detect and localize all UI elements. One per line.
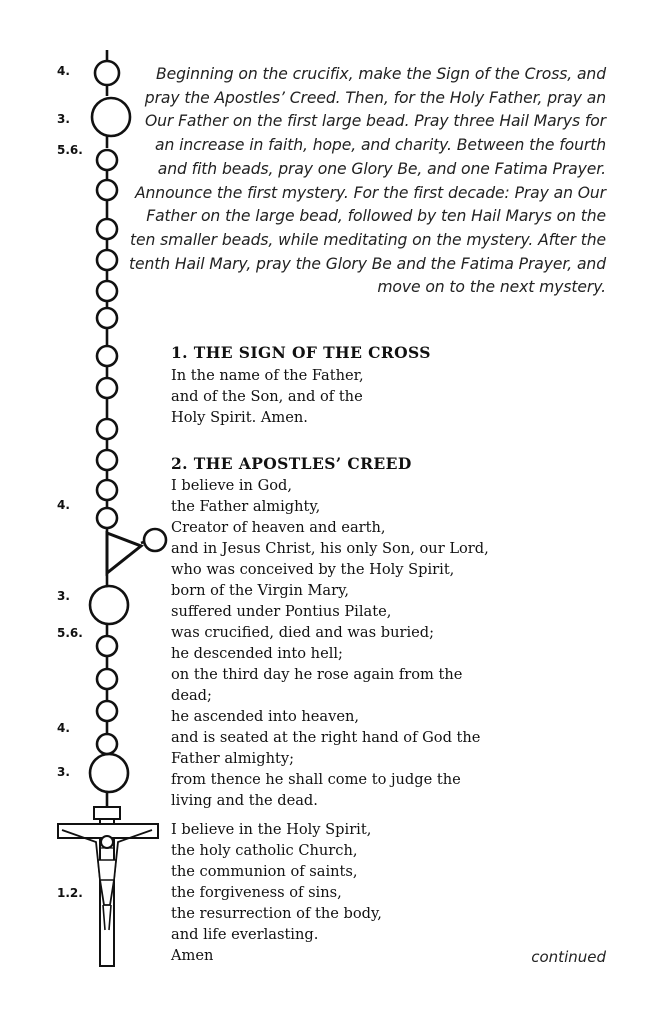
intro-instructions: Beginning on the crucifix, make the Sign of the Cross, and pray the Apostles’ Creed. Then, for the Holy Father, pray an Our Father on the first large bead. Pray three Hail Marys for an increase in faith, hope, and charity. Between the fourth and fith beads, pray one Glory Be, and one Fatima Prayer. Announce the first mystery. For the first decade: Pray an Our Father on the large bead, followed by ten Hail Marys on the ten smaller beads, while meditating on the mystery. After the tenth Hail Mary, pray the Glory Be and the Fatima Prayer, and move on to the next mystery. xyxy=(128,65,606,297)
bead-small xyxy=(97,419,117,439)
apostles-creed-prayer-part2: I believe in the Holy Spirit, the holy catholic Church, the communion of saints, the forgiveness of sins, the resurrection of the body, and life everlasting. Amen xyxy=(171,821,382,964)
bead-small xyxy=(97,281,117,301)
bead-label: 3. xyxy=(57,765,70,779)
centerpiece-triangle xyxy=(107,533,141,573)
bead-small xyxy=(97,450,117,470)
bead-small xyxy=(144,529,166,551)
apostles-creed-prayer-part1: I believe in God, the Father almighty, Creator of heaven and earth, and in Jesus Christ, his only Son, our Lord, who was conceived by the Holy Spirit, born of the Virgin Mary, suffered under Pontius Pilate, was crucified, died and was buried; he descended into hell; on the third day he rose again from the dead; he ascended into heaven, and is seated at the right hand of God the Father almighty; from thence he shall come to judge the living and the dead. xyxy=(171,477,489,809)
bead-small xyxy=(97,508,117,528)
bead-small xyxy=(95,61,119,85)
bead-small xyxy=(97,669,117,689)
sign-of-cross-prayer: In the name of the Father, and of the Son, and of the Holy Spirit. Amen. xyxy=(171,367,364,426)
bead-small xyxy=(97,250,117,270)
bead-label: 5.6. xyxy=(57,626,83,640)
bead-small xyxy=(97,734,117,754)
bead-label: 5.6. xyxy=(57,143,83,157)
apostles-creed-heading: 2. THE APOSTLES’ CREED xyxy=(171,454,412,473)
bead-small xyxy=(97,636,117,656)
bead-small xyxy=(97,219,117,239)
bead-large xyxy=(92,98,130,136)
bead-small xyxy=(97,701,117,721)
bead-small xyxy=(97,308,117,328)
bead-label: 4. xyxy=(57,498,70,512)
bead-large xyxy=(90,586,128,624)
bead-large xyxy=(90,754,128,792)
bead-small xyxy=(97,150,117,170)
continued-note: continued xyxy=(531,948,606,966)
bead-small xyxy=(97,480,117,500)
bead-label: 1.2. xyxy=(57,886,83,900)
bead-label: 3. xyxy=(57,112,70,126)
bead-small xyxy=(97,346,117,366)
bead-label: 3. xyxy=(57,589,70,603)
bead-small xyxy=(97,180,117,200)
bead-label: 4. xyxy=(57,721,70,735)
bead-label: 4. xyxy=(57,64,70,78)
sign-of-cross-heading: 1. THE SIGN OF THE CROSS xyxy=(171,343,431,362)
bead-small xyxy=(97,378,117,398)
